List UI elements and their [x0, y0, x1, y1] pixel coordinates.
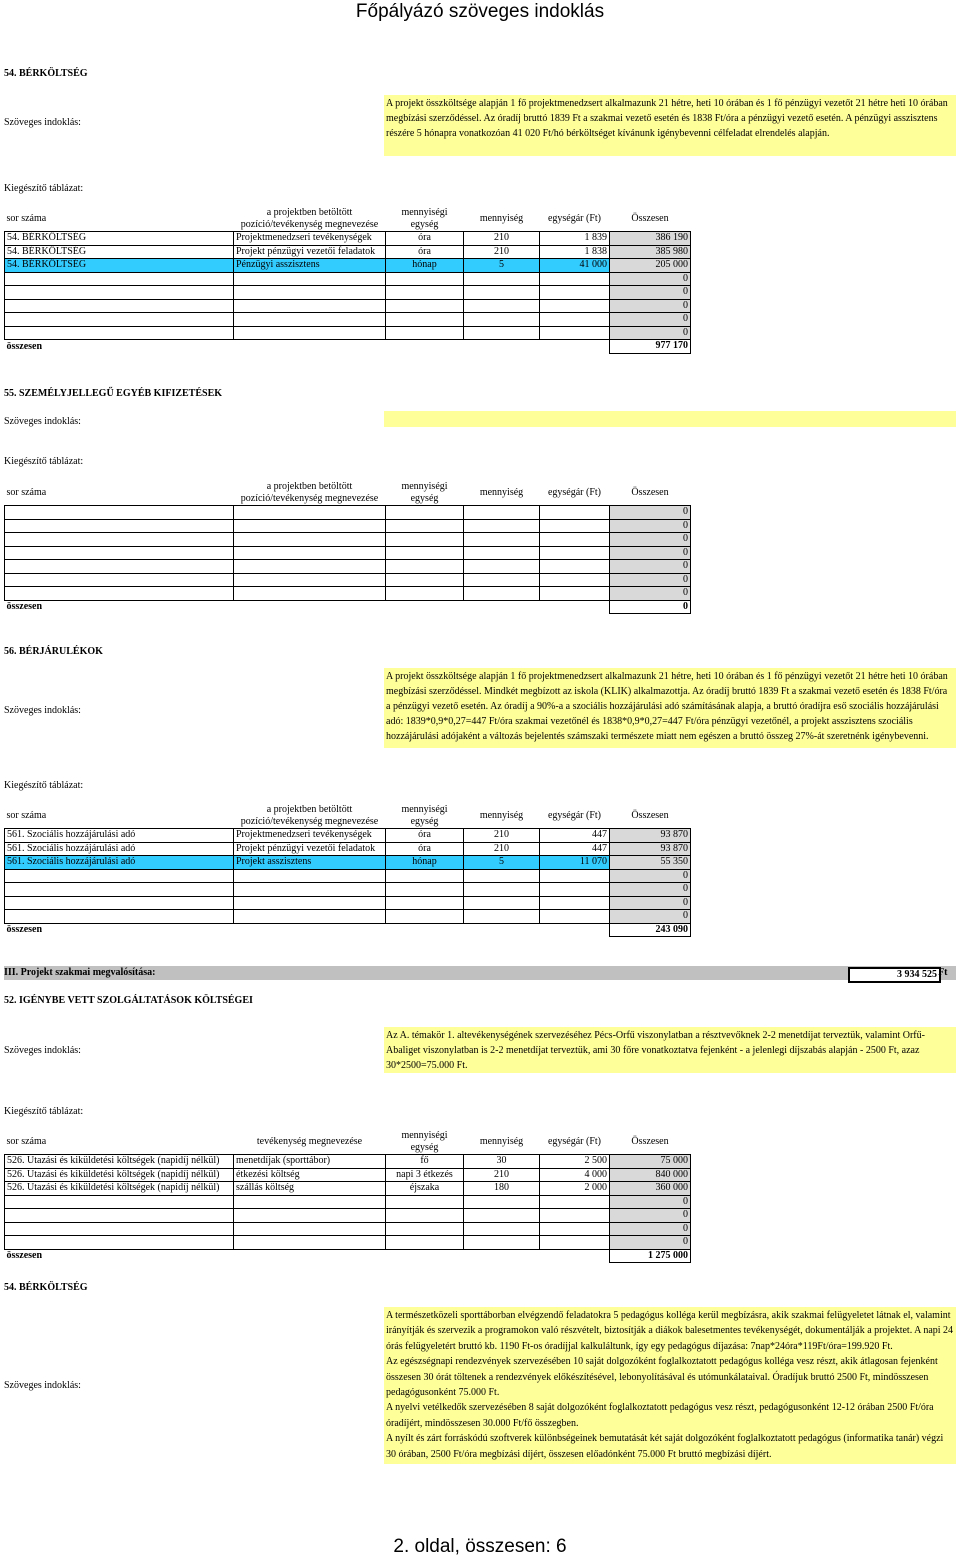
- row-sor: 526. Utazási és kiküldetési költségek (napidíj nélkül): [5, 1182, 234, 1196]
- row-qty: 30: [464, 1155, 540, 1169]
- row-name: [234, 286, 386, 300]
- row-sor: 561. Szociális hozzájárulási adó: [5, 842, 234, 856]
- text-reason-note: Az A. témakör 1. altevékenységének szervezéséhez Pécs-Orfű viszonylatban a résztvevőknek 2-2 menetdíjat terveztük, valamint Orfű-Abaliget viszonylatban is 2-2 menetdíjat terveztük, ami 30 főre vonatkoztatva fejenként - a jelenlegi díjszabás alapján - 2500 Ft, azaz 30*2500=75.000 Ft.: [384, 1027, 956, 1073]
- total-label: összesen: [6, 924, 43, 935]
- col-egys: mennyiségi egység: [401, 481, 448, 504]
- row-total: 0: [610, 1195, 691, 1209]
- section-title-55: 55. SZEMÉLYJELLEGŰ EGYÉB KIFIZETÉSEK: [4, 388, 223, 399]
- row-total: 0: [610, 272, 691, 286]
- row-total: 0: [610, 587, 691, 601]
- table-header: [5, 1130, 691, 1155]
- table-row: [5, 883, 691, 897]
- row-unit: [386, 896, 464, 910]
- row-unit: [386, 1195, 464, 1209]
- row-name: [234, 869, 386, 883]
- row-qty: [464, 299, 540, 313]
- row-unit: [386, 506, 464, 520]
- col-ossz: Összesen: [631, 810, 669, 821]
- table-row: [5, 856, 691, 870]
- row-unit: hónap: [386, 856, 464, 870]
- row-price: [540, 573, 610, 587]
- row-unit: [386, 560, 464, 574]
- table-56: [4, 804, 691, 937]
- row-total: 386 190: [610, 232, 691, 246]
- table-header: [5, 207, 691, 232]
- row-price: 4 000: [540, 1168, 610, 1182]
- row-qty: [464, 560, 540, 574]
- col-menny: mennyiség: [479, 213, 524, 224]
- row-name: menetdíjak (sporttábor): [234, 1155, 386, 1169]
- row-total: 0: [610, 1236, 691, 1250]
- table-row: [5, 1182, 691, 1196]
- row-name: [234, 560, 386, 574]
- row-total: 0: [610, 869, 691, 883]
- row-total: 840 000: [610, 1168, 691, 1182]
- page-title: Főpályázó szöveges indoklás: [355, 1, 605, 22]
- row-sor: [5, 883, 234, 897]
- text-reason-label: Szöveges indoklás:: [4, 705, 81, 716]
- row-name: Projektmenedzseri tevékenységek: [234, 232, 386, 246]
- row-price: 447: [540, 829, 610, 843]
- project-summary-unit: Ft: [938, 967, 948, 978]
- col-egys: mennyiségi egység: [401, 207, 448, 230]
- table-header: [5, 804, 691, 829]
- row-sor: 526. Utazási és kiküldetési költségek (napidíj nélkül): [5, 1155, 234, 1169]
- project-summary-value: 3 934 525: [848, 967, 941, 983]
- row-name: [234, 1222, 386, 1236]
- row-price: [540, 1222, 610, 1236]
- text-reason-note: A projekt összköltsége alapján 1 fő projektmenedzsert alkalmazunk 21 hétre, heti 10 órában és 1 fő pénzügyi vezetőt 21 hétre heti 10 órában megbízási szerződéssel. Mindkét megbízott az iskola (KLIK) alkalmazottja. Az óradíj bruttó 1839 Ft a szakmai vezető esetén és 1838 Ft/óra a pénzügyi vezető esetén. Az óradíj a 90%-a a szociális hozzájárulási adó számításának alapja, a bruttó óradíjra eső szociális hozzájárulási adó: 1839*0,9*0,27=447 Ft/óra szakmai vezetőnél és 1838*0,9*0,27=447 Ft/óra pénzügyi vezetőnél, a projekt asszisztens szociális hozzájárulási adójaként a változás bejelentés számszaki természete miatt nem egészen a bruttó összeg 27%-át szeretnénk igénybevenni.: [384, 668, 956, 748]
- table-row: [5, 533, 691, 547]
- col-tev: tevékenység megnevezése: [256, 1136, 363, 1147]
- row-total: 0: [610, 883, 691, 897]
- row-unit: [386, 313, 464, 327]
- row-price: 2 000: [540, 1182, 610, 1196]
- table-label: Kiegészítő táblázat:: [4, 1106, 84, 1117]
- row-total: 385 980: [610, 245, 691, 259]
- col-sor: sor száma: [6, 487, 47, 498]
- row-unit: [386, 573, 464, 587]
- table-row: [5, 1168, 691, 1182]
- row-sor: [5, 286, 234, 300]
- row-sor: [5, 313, 234, 327]
- total-value: 243 090: [610, 923, 691, 937]
- table-row: [5, 519, 691, 533]
- row-sor: 54. BÉRKÖLTSÉG: [5, 259, 234, 273]
- row-unit: óra: [386, 829, 464, 843]
- row-qty: [464, 326, 540, 340]
- row-total: 205 000: [610, 259, 691, 273]
- row-name: Projekt pénzügyi vezetői feladatok: [234, 842, 386, 856]
- row-sor: [5, 546, 234, 560]
- table-52: [4, 1130, 691, 1263]
- row-name: [234, 299, 386, 313]
- col-egys: mennyiségi egység: [401, 804, 448, 827]
- row-unit: [386, 286, 464, 300]
- row-price: 447: [540, 842, 610, 856]
- table-row: [5, 313, 691, 327]
- row-unit: [386, 1222, 464, 1236]
- row-qty: [464, 883, 540, 897]
- row-unit: [386, 546, 464, 560]
- row-price: 1 838: [540, 245, 610, 259]
- col-ossz: Összesen: [631, 1136, 669, 1147]
- row-qty: [464, 1222, 540, 1236]
- row-qty: 210: [464, 842, 540, 856]
- section-title-54b: 54. BÉRKÖLTSÉG: [4, 1282, 88, 1293]
- table-55: [4, 481, 691, 614]
- row-qty: [464, 506, 540, 520]
- row-total: 93 870: [610, 842, 691, 856]
- section-title-54: 54. BÉRKÖLTSÉG: [4, 68, 88, 79]
- table-row: [5, 1155, 691, 1169]
- row-sor: [5, 587, 234, 601]
- row-name: [234, 313, 386, 327]
- note-paragraph: A nyelvi vetélkedők szervezésében 8 saját dolgozóként foglalkoztatott pedagógus vesz részt, pedagógusonként 12-12 órában 2500 Ft/óra óradíjért, mindösszesen 30.000 Ft/fő összegben.: [386, 1402, 934, 1429]
- row-sor: [5, 573, 234, 587]
- row-qty: [464, 1195, 540, 1209]
- row-name: Projekt pénzügyi vezetői feladatok: [234, 245, 386, 259]
- row-qty: 210: [464, 1168, 540, 1182]
- note-paragraph: A nyílt és zárt forráskódú szoftverek különbségeinek bemutatását két saját dolgozóként foglalkoztatott pedagógus (informatika tanár) végzi 30 órában, 2500 Ft/óra megbízási díjért, összesen előadónként 75.000 Ft bruttó megbízási díjért.: [386, 1433, 944, 1460]
- table-label: Kiegészítő táblázat:: [4, 456, 84, 467]
- row-total: 55 350: [610, 856, 691, 870]
- row-qty: 210: [464, 829, 540, 843]
- row-unit: óra: [386, 842, 464, 856]
- note-paragraph: Az egészségnapi rendezvények szervezésében 10 saját dolgozóként foglalkoztatott pedagógus kolléga vesz részt, akik átlagosan fejenként összesen 30 órát töltenek a rendezvények előkészítésével, lebonyolításával és utómunkálataival. Óradíjuk bruttó 2500 Ft, mindösszesen pedagógusonként 75.000 Ft.: [386, 1356, 938, 1399]
- row-price: [540, 326, 610, 340]
- row-sor: [5, 1236, 234, 1250]
- row-price: [540, 869, 610, 883]
- row-sor: [5, 869, 234, 883]
- col-poz: a projektben betöltött pozíció/tevékenység megnevezése: [240, 207, 379, 230]
- row-qty: [464, 1209, 540, 1223]
- row-name: Pénzügyi asszisztens: [234, 259, 386, 273]
- row-qty: 210: [464, 232, 540, 246]
- project-summary-label: III. Projekt szakmai megvalósítása:: [4, 967, 156, 978]
- row-price: [540, 299, 610, 313]
- row-name: [234, 573, 386, 587]
- row-price: [540, 910, 610, 924]
- row-total: 0: [610, 896, 691, 910]
- row-total: 0: [610, 286, 691, 300]
- text-reason-label: Szöveges indoklás:: [4, 1045, 81, 1056]
- text-reason-note: A projekt összköltsége alapján 1 fő projektmenedzsert alkalmazunk 21 hétre, heti 10 órában és 1 fő pénzügyi vezetőt 21 hétre heti 10 órában megbízási szerződéssel. Az óradíj bruttó 1839 Ft a szakmai vezető esetén és 1838 Ft/óra a pénzügyi vezető esetén. A pénzügyi asszisztens részére 5 hónapra vonatkozóan 41 020 Ft/hó bérköltséget kívánunk igénybevenni célfeladat elrendelés alapján.: [384, 95, 956, 156]
- total-row: [5, 1249, 691, 1263]
- col-ossz: Összesen: [631, 487, 669, 498]
- row-sor: [5, 533, 234, 547]
- row-sor: 54. BÉRKÖLTSÉG: [5, 232, 234, 246]
- table-54: [4, 207, 691, 354]
- table-row: [5, 842, 691, 856]
- row-unit: [386, 910, 464, 924]
- total-label: összesen: [6, 1250, 43, 1261]
- row-sor: [5, 326, 234, 340]
- row-qty: [464, 587, 540, 601]
- row-sor: [5, 560, 234, 574]
- row-price: 11 070: [540, 856, 610, 870]
- total-value: 977 170: [610, 340, 691, 354]
- row-total: 0: [610, 546, 691, 560]
- row-sor: [5, 299, 234, 313]
- row-price: [540, 1195, 610, 1209]
- table-row: [5, 1222, 691, 1236]
- row-name: [234, 506, 386, 520]
- table-row: [5, 259, 691, 273]
- text-reason-label: Szöveges indoklás:: [4, 117, 81, 128]
- row-price: [540, 896, 610, 910]
- row-qty: 5: [464, 259, 540, 273]
- text-reason-note: [384, 1307, 956, 1464]
- table-row: [5, 232, 691, 246]
- col-ar: egységár (Ft): [547, 810, 602, 821]
- table-row: [5, 869, 691, 883]
- total-row: [5, 923, 691, 937]
- row-sor: [5, 1222, 234, 1236]
- row-total: 93 870: [610, 829, 691, 843]
- table-label: Kiegészítő táblázat:: [4, 780, 84, 791]
- table-row: [5, 245, 691, 259]
- row-unit: [386, 533, 464, 547]
- row-unit: [386, 883, 464, 897]
- row-name: Projekt asszisztens: [234, 856, 386, 870]
- row-total: 0: [610, 573, 691, 587]
- table-row: [5, 910, 691, 924]
- row-unit: [386, 587, 464, 601]
- table-row: [5, 560, 691, 574]
- col-menny: mennyiség: [479, 1136, 524, 1147]
- row-name: [234, 519, 386, 533]
- row-name: Projektmenedzseri tevékenységek: [234, 829, 386, 843]
- row-unit: óra: [386, 232, 464, 246]
- row-total: 75 000: [610, 1155, 691, 1169]
- col-poz: a projektben betöltött pozíció/tevékenység megnevezése: [240, 481, 379, 504]
- table-row: [5, 573, 691, 587]
- table-row: [5, 326, 691, 340]
- row-price: [540, 506, 610, 520]
- row-qty: [464, 573, 540, 587]
- col-menny: mennyiség: [479, 810, 524, 821]
- table-row: [5, 299, 691, 313]
- row-sor: 526. Utazási és kiküldetési költségek (napidíj nélkül): [5, 1168, 234, 1182]
- row-price: [540, 286, 610, 300]
- row-sor: 561. Szociális hozzájárulási adó: [5, 856, 234, 870]
- row-unit: éjszaka: [386, 1182, 464, 1196]
- row-unit: hónap: [386, 259, 464, 273]
- table-row: [5, 829, 691, 843]
- row-total: 0: [610, 506, 691, 520]
- table-label: Kiegészítő táblázat:: [4, 183, 84, 194]
- table-row: [5, 896, 691, 910]
- row-price: [540, 883, 610, 897]
- row-price: [540, 560, 610, 574]
- col-ar: egységár (Ft): [547, 213, 602, 224]
- row-sor: [5, 519, 234, 533]
- col-ossz: Összesen: [631, 213, 669, 224]
- row-total: 0: [610, 313, 691, 327]
- row-unit: [386, 519, 464, 533]
- col-sor: sor száma: [6, 810, 47, 821]
- row-sor: [5, 910, 234, 924]
- text-reason-note-empty: [384, 411, 956, 427]
- row-name: [234, 326, 386, 340]
- row-qty: [464, 286, 540, 300]
- row-unit: óra: [386, 245, 464, 259]
- row-name: [234, 1195, 386, 1209]
- row-unit: fő: [386, 1155, 464, 1169]
- table-row: [5, 546, 691, 560]
- table-row: [5, 1209, 691, 1223]
- row-name: [234, 587, 386, 601]
- total-row: [5, 600, 691, 614]
- row-unit: [386, 1236, 464, 1250]
- row-total: 0: [610, 299, 691, 313]
- row-unit: [386, 272, 464, 286]
- text-reason-label: Szöveges indoklás:: [4, 1380, 81, 1391]
- col-sor: sor száma: [6, 213, 47, 224]
- total-value: 1 275 000: [610, 1249, 691, 1263]
- total-label: összesen: [6, 601, 43, 612]
- row-qty: [464, 313, 540, 327]
- row-price: 1 839: [540, 232, 610, 246]
- row-name: [234, 1209, 386, 1223]
- row-price: [540, 587, 610, 601]
- row-unit: [386, 326, 464, 340]
- row-qty: [464, 533, 540, 547]
- row-qty: [464, 519, 540, 533]
- row-total: 0: [610, 1222, 691, 1236]
- col-poz: a projektben betöltött pozíció/tevékenység megnevezése: [240, 804, 379, 827]
- row-sor: [5, 506, 234, 520]
- section-title-52: 52. IGÉNYBE VETT SZOLGÁLTATÁSOK KÖLTSÉGEI: [4, 995, 253, 1006]
- row-qty: 180: [464, 1182, 540, 1196]
- row-name: szállás költség: [234, 1182, 386, 1196]
- text-reason-label: Szöveges indoklás:: [4, 416, 81, 427]
- table-row: [5, 506, 691, 520]
- total-label: összesen: [6, 340, 43, 352]
- table-row: [5, 1236, 691, 1250]
- col-sor: sor száma: [6, 1136, 47, 1147]
- row-name: étkezési költség: [234, 1168, 386, 1182]
- row-sor: [5, 896, 234, 910]
- row-total: 0: [610, 560, 691, 574]
- row-qty: [464, 869, 540, 883]
- table-row: [5, 587, 691, 601]
- row-total: 0: [610, 533, 691, 547]
- col-ar: egységár (Ft): [547, 487, 602, 498]
- row-total: 0: [610, 326, 691, 340]
- row-total: 0: [610, 910, 691, 924]
- row-name: [234, 910, 386, 924]
- row-name: [234, 546, 386, 560]
- row-qty: [464, 910, 540, 924]
- row-sor: [5, 1195, 234, 1209]
- row-total: 0: [610, 1209, 691, 1223]
- row-unit: napi 3 étkezés: [386, 1168, 464, 1182]
- table-row: [5, 286, 691, 300]
- row-qty: 5: [464, 856, 540, 870]
- row-name: [234, 1236, 386, 1250]
- row-sor: [5, 1209, 234, 1223]
- table-header: [5, 481, 691, 506]
- row-qty: [464, 272, 540, 286]
- row-unit: [386, 1209, 464, 1223]
- col-menny: mennyiség: [479, 487, 524, 498]
- total-row: [5, 340, 691, 354]
- total-value: 0: [610, 600, 691, 614]
- row-name: [234, 533, 386, 547]
- row-price: [540, 1236, 610, 1250]
- row-qty: [464, 1236, 540, 1250]
- row-sor: 54. BÉRKÖLTSÉG: [5, 245, 234, 259]
- row-price: 41 000: [540, 259, 610, 273]
- row-qty: [464, 546, 540, 560]
- row-price: 2 500: [540, 1155, 610, 1169]
- project-summary-bar: [4, 966, 956, 980]
- row-unit: [386, 299, 464, 313]
- row-price: [540, 533, 610, 547]
- row-name: [234, 883, 386, 897]
- row-price: [540, 272, 610, 286]
- row-total: 0: [610, 519, 691, 533]
- col-egys: mennyiségi egység: [401, 1130, 448, 1153]
- row-price: [540, 519, 610, 533]
- row-sor: [5, 272, 234, 286]
- row-total: 360 000: [610, 1182, 691, 1196]
- row-sor: 561. Szociális hozzájárulási adó: [5, 829, 234, 843]
- page-footer: 2. oldal, összesen: 6: [393, 1536, 567, 1557]
- row-unit: [386, 869, 464, 883]
- table-row: [5, 272, 691, 286]
- table-row: [5, 1195, 691, 1209]
- note-paragraph: A természetközeli sporttáborban elvégzendő feladatokra 5 pedagógus kolléga kerül megbízásra, akik szakmai felügyeletet látnak el, valamint irányítják és szervezik a programokon való részvételt, biztosítják a diákok balesetmentes tevékenységét, dokumentálják a projektet. A napi 24 órás felügyeletért bruttó kb. 1190 Ft-os óradíjjal kalkuláltunk, így egy pedagógus díjazása: 7nap*24óra*119Ft/óra=199.920 Ft.: [386, 1310, 954, 1352]
- row-qty: [464, 896, 540, 910]
- row-qty: 210: [464, 245, 540, 259]
- row-price: [540, 1209, 610, 1223]
- row-price: [540, 546, 610, 560]
- col-ar: egységár (Ft): [547, 1136, 602, 1147]
- row-price: [540, 313, 610, 327]
- section-title-56: 56. BÉRJÁRULÉKOK: [4, 646, 103, 657]
- row-name: [234, 896, 386, 910]
- row-name: [234, 272, 386, 286]
